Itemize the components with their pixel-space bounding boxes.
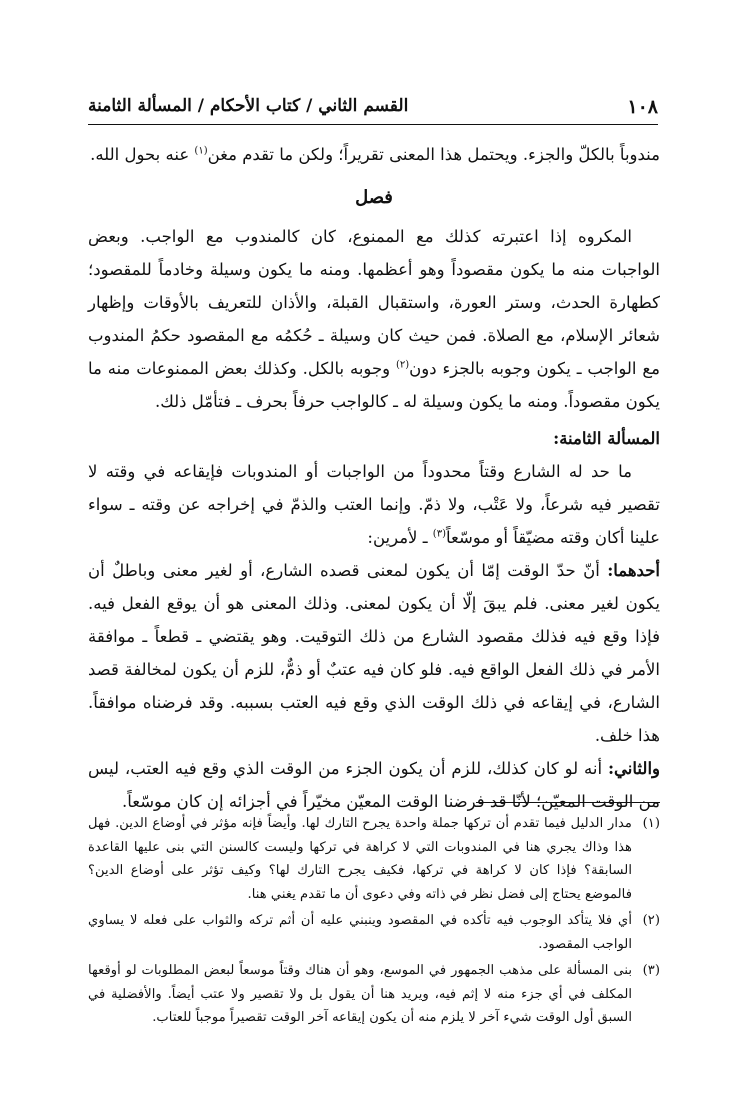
paragraph-makruh: المكروه إذا اعتبرته كذلك مع الممنوع، كان كالمندوب مع الواجب. وبعض الواجبات منه ما يكون مقصوداً وهو أعظمها. ومنه ما يكون وسيلة وخادماً للمقصود؛ كطهارة الحدث، وستر العورة، واستقبال القبلة، والأذان للتعريف بالأوقات وإظهار شعائر الإسلام، مع الصلاة. فمن حيث كان وسيلة ـ حُكمُه مع المقصود حكمُ المندوب مع الواجب ـ يكون وجوبه بالجزء دون$^{(٢)}$ وجوبه بالكل. وكذلك بعض الممنوعات منه ما يكون مقصوداً. ومنه ما يكون وسيلة له ـ كالواجب حرفاً بحرف ـ فتأمّل ذلك. (88, 227, 660, 411)
footnote-ref-2[interactable]: (٢) (395, 359, 410, 371)
footnote-divider (476, 802, 660, 803)
footnote-text: أي فلا يتأكد الوجوب فيه تأكده في المقصود وينبني عليه أن أثم تركه والثواب على فعله لا يساوي الواجب المقصود. (88, 913, 632, 952)
footnote-number: (٣) (642, 963, 660, 978)
footnote-3 (88, 959, 660, 1030)
section-heading-fasl: فصل (355, 187, 393, 208)
footnote-text: مدار الدليل فيما تقدم أن تركها جملة واحدة يجرح التارك لها. وأيضاً فإنه مؤثر في أوضاع الدين. فهل هذا وذاك يجري هنا في المندوبات التي لا كراهة في تركها وليست كالسنن التي بنى عليها القاعدة السابقة؟ فإذا كان لا كراهة في تركها، فكيف يجرح التارك لها؟ وكيف تؤثر على أوضاع الدين؟ فالموضع يحتاج إلى فضل نظر في ذاته وفي دعوى أن ما تقدم يغني هنا. (88, 816, 632, 902)
paragraph-first-reason: أحدهما: أنّ حدّ الوقت إمّا أن يكون لمعنى قصده الشارع، أو لغير معنى وباطلٌ أن يكون لغير معنى. فلم يبقَ إلّا أن يكون لمعنى. وذلك المعنى هو أن يوقع الفعل فيه. فإذا وقع فيه فذلك مقصود الشارع من ذلك التوقيت. وهو يقتضي ـ قطعاً ـ موافقة الأمر في ذلك الفعل الواقع فيه. فلو كان فيه عتبٌ أو ذمٌّ، للزم أن يكون لمخالفة قصد الشارع، في إيقاعه في ذلك الوقت الذي وقع فيه العتب بسببه. وقد فرضناه موافقاً. هذا خلف. (88, 561, 660, 745)
main-text (88, 138, 660, 818)
page-number: ١٠٨ (627, 96, 658, 118)
footnote-number: (٢) (642, 913, 660, 928)
footnote-number: (١) (642, 816, 660, 831)
footnote-ref-1[interactable]: (١) (194, 145, 208, 157)
second-reason-label: والثاني: (607, 759, 660, 778)
footnote-1 (88, 812, 660, 906)
paragraph-continuation: مندوباً بالكلّ والجزء. ويحتمل هذا المعنى تقريراً؛ ولكن ما تقدم مغن$^{(١)}$ عنه بحول الله. (90, 145, 660, 164)
paragraph-time-limit: ما حد له الشارع وقتاً محدوداً من الواجبات أو المندوبات فإيقاعه في وقته لا تقصير فيه شرعاً، ولا عَتْب، ولا ذمّ. وإنما العتب والذمّ في إخراجه عن وقته ـ سواء علينا أكان وقته مضيّقاً أو موسّعاً$^{(٣)}$ ـ لأمرين: (88, 462, 660, 547)
first-reason-label: أحدهما: (607, 561, 660, 580)
paragraph-second-reason: والثاني: أنه لو كان كذلك، للزم أن يكون الجزء من الوقت الذي وقع فيه العتب، ليس من الوقت المعيّن؛ لأنّا قد فرضنا الوقت المعيّن مخيّراً في أجزائه إن كان موسّعاً. (88, 759, 660, 811)
footnotes (88, 812, 660, 1033)
footnote-2 (88, 909, 660, 956)
footnote-text: بنى المسألة على مذهب الجمهور في الموسع، وهو أن هناك وقتاً موسعاً لبعض المطلوبات لو أوقعها المكلف في أي جزء منه لا إثم فيه، ويريد هنا أن يقول بل ولا تقصير ولا عتب أيضاً. والأفضلية في السبق أول الوقت شيء آخر لا يلزم منه أن يكون إيقاعه آخر الوقت تقصيراً موجباً للعتاب. (88, 963, 632, 1025)
running-title: القسم الثاني / كتاب الأحكام / المسألة الثامنة (88, 96, 409, 116)
issue-heading-eighth: المسألة الثامنة: (553, 429, 660, 448)
footnote-ref-3[interactable]: (٣) (432, 528, 446, 540)
page-header (88, 94, 658, 125)
